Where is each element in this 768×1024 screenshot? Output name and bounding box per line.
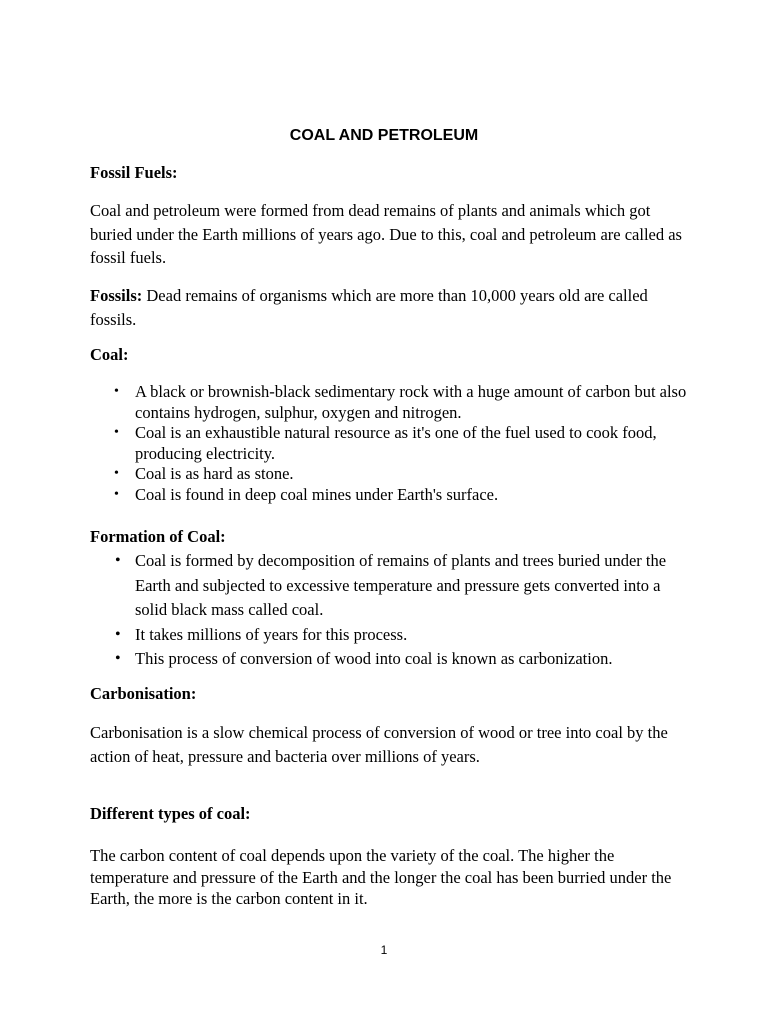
list-item: • Coal is an exhaustible natural resource as it's one of the fuel used to cook food, producing electricity. bbox=[90, 423, 690, 464]
paragraph-fossils bbox=[90, 284, 690, 331]
list-item: • A black or brownish-black sedimentary rock with a huge amount of carbon but also contains hydrogen, sulphur, oxygen and nitrogen. bbox=[90, 382, 690, 423]
page-title: COAL AND PETROLEUM bbox=[289, 127, 479, 144]
term-fossils: Fossils: bbox=[90, 286, 143, 305]
list-item: • Coal is as hard as stone. bbox=[90, 464, 690, 485]
list-item: • This process of conversion of wood into coal is known as carbonization. bbox=[90, 647, 690, 672]
list-item: • Coal is formed by decomposition of remains of plants and trees buried under the Earth and subjected to excessive temperature and pressure gets converted into a solid black mass called coal. bbox=[90, 549, 690, 623]
paragraph-carbonisation: Carbonisation is a slow chemical process of conversion of wood or tree into coal by the action of heat, pressure and bacteria over millions of years. bbox=[90, 723, 668, 766]
list-item: • It takes millions of years for this process. bbox=[90, 623, 690, 648]
heading-different-types-of-coal: Different types of coal: bbox=[90, 804, 251, 823]
heading-coal: Coal: bbox=[90, 345, 129, 364]
definition-fossils: Dead remains of organisms which are more than 10,000 years old are called fossils. bbox=[90, 286, 648, 329]
page-number: 1 bbox=[380, 943, 388, 957]
list-item: • Coal is found in deep coal mines under Earth's surface. bbox=[90, 485, 690, 506]
paragraph-types-of-coal: The carbon content of coal depends upon the variety of the coal. The higher the temperature and pressure of the Earth and the longer the coal has been burried under the Earth, the more is the carbon content in it. bbox=[90, 846, 672, 908]
coal-bullet-list bbox=[90, 382, 690, 505]
heading-formation-of-coal: Formation of Coal: bbox=[90, 527, 226, 546]
formation-bullet-list bbox=[90, 549, 690, 672]
heading-carbonisation: Carbonisation: bbox=[90, 684, 197, 703]
paragraph-fossil-fuels: Coal and petroleum were formed from dead remains of plants and animals which got buried under the Earth millions of years ago. Due to this, coal and petroleum are called as fossil fuels. bbox=[90, 201, 682, 267]
heading-fossil-fuels: Fossil Fuels: bbox=[90, 163, 178, 182]
